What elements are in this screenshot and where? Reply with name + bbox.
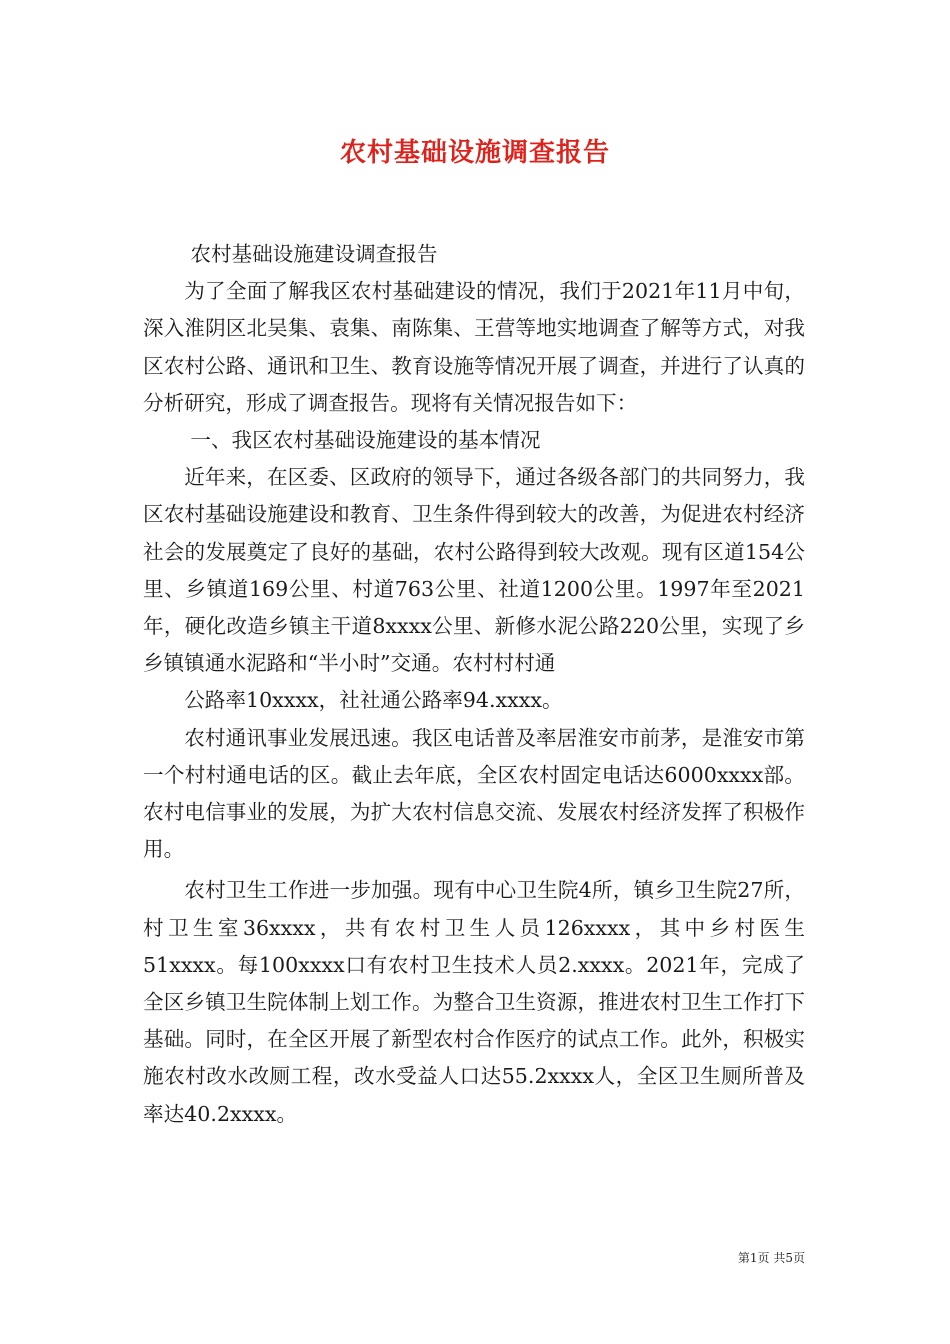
document-body (143, 236, 805, 1133)
paragraph-intro: 为了全面了解我区农村基础建设的情况，我们于2021年11月中旬，深入淮阴区北吴集、袁集、南陈集、王营等地实地调查了解等方式，对我区农村公路、通讯和卫生、教育设施等情况开展了调查，并进行了认真的分析研究，形成了调查报告。现将有关情况报告如下： (143, 279, 805, 415)
page-title: 农村基础设施调查报告 (339, 138, 610, 168)
paragraph-health: 农村卫生工作进一步加强。现有中心卫生院4所，镇乡卫生院27所，村卫生室36xxxx，共有农村卫生人员126xxxx，其中乡村医生51xxxx。每100xxxx口有农村卫生技术人员2.xxxx。2021年，完成了全区乡镇卫生院体制上划工作。为整合卫生资源，推进农村卫生工作打下基础。同时，在全区开展了新型农村合作医疗的试点工作。此外，积极实施农村改水改厕工程，改水受益人口达55.2xxxx人，全区卫生厕所普及率达40.2xxxx。 (143, 878, 805, 1126)
section-heading: 一、我区农村基础设施建设的基本情况 (190, 428, 541, 453)
paragraph-road-rate: 公路率10xxxx，社社通公路率94.xxxx。 (184, 688, 563, 713)
paragraph-telecom: 农村通讯事业发展迅速。我区电话普及率居淮安市前茅，是淮安市第一个村村通电话的区。截止去年底，全区农村固定电话达6000xxxx部。农村电信事业的发展，为扩大农村信息交流、发展农村经济发挥了积极作用。 (143, 725, 805, 862)
paragraph-roads: 近年来，在区委、区政府的领导下，通过各级各部门的共同努力，我区农村基础设施建设和教育、卫生条件得到较大的改善，为促进农村经济社会的发展奠定了良好的基础，农村公路得到较大改观。现有区道154公里、乡镇道169公里、村道763公里、社道1200公里。1997年至2021年，硬化改造乡镇主干道8xxxx公里、新修水泥公路220公里，实现了乡乡镇镇通水泥路和“半小时”交通。农村村村通 (143, 465, 805, 676)
report-subtitle: 农村基础设施建设调查报告 (190, 242, 438, 266)
page-number: 第1页 共5页 (737, 1251, 805, 1265)
